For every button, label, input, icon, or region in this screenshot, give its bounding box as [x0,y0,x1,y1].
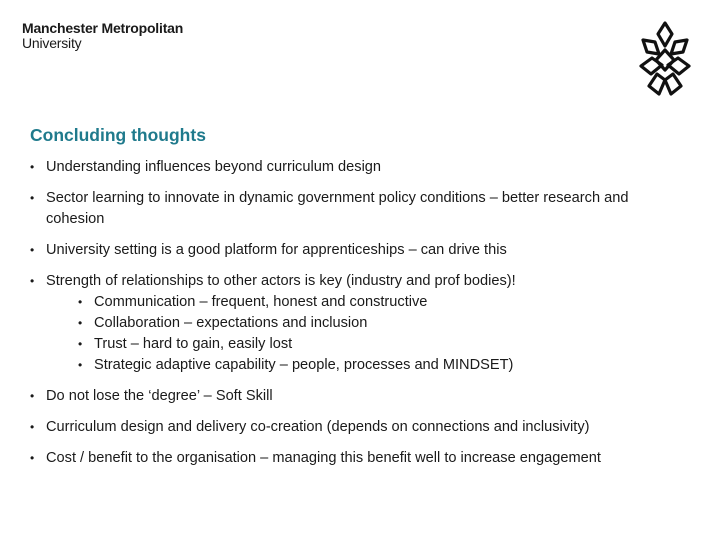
sub-bullet-item [78,334,690,355]
bullet-item [30,448,690,469]
bullet-text: Strength of relationships to other actors is key (industry and prof bodies)! [46,273,516,289]
bullet-text: Do not lose the ‘degree’ – Soft Skill [46,388,273,404]
sub-bullet-item [78,292,690,313]
slide-title: Concluding thoughts [30,125,206,145]
university-logo-text [22,21,183,52]
sub-bullet-text: Communication – frequent, honest and constructive [94,294,428,310]
bullet-list [30,157,690,469]
bee-flower-logo-icon [637,20,693,98]
sub-bullet-text: Strategic adaptive capability – people, processes and MINDSET) [94,357,514,373]
bullet-text: Cost / benefit to the organisation – managing this benefit well to increase engagement [46,450,601,466]
bullet-item [30,188,690,230]
bullet-item [30,271,690,376]
bullet-item [30,240,690,261]
bullet-item [30,157,690,178]
sub-bullet-text: Trust – hard to gain, easily lost [94,336,293,352]
bullet-text: Sector learning to innovate in dynamic government policy conditions – better research and cohesion [46,190,629,227]
sub-bullet-list [46,292,690,376]
bullet-text: University setting is a good platform for apprenticeships – can drive this [46,242,507,258]
bullet-item [30,386,690,407]
bullet-text: Understanding influences beyond curriculum design [46,159,382,175]
sub-bullet-item [78,313,690,334]
bullet-text: Curriculum design and delivery co-creation (depends on connections and inclusivity) [46,419,590,435]
logo-line-1: Manchester Metropolitan [22,20,184,36]
sub-bullet-item [78,355,690,376]
logo-line-2: University [22,35,82,52]
bullet-item [30,417,690,438]
sub-bullet-text: Collaboration – expectations and inclusion [94,315,368,331]
